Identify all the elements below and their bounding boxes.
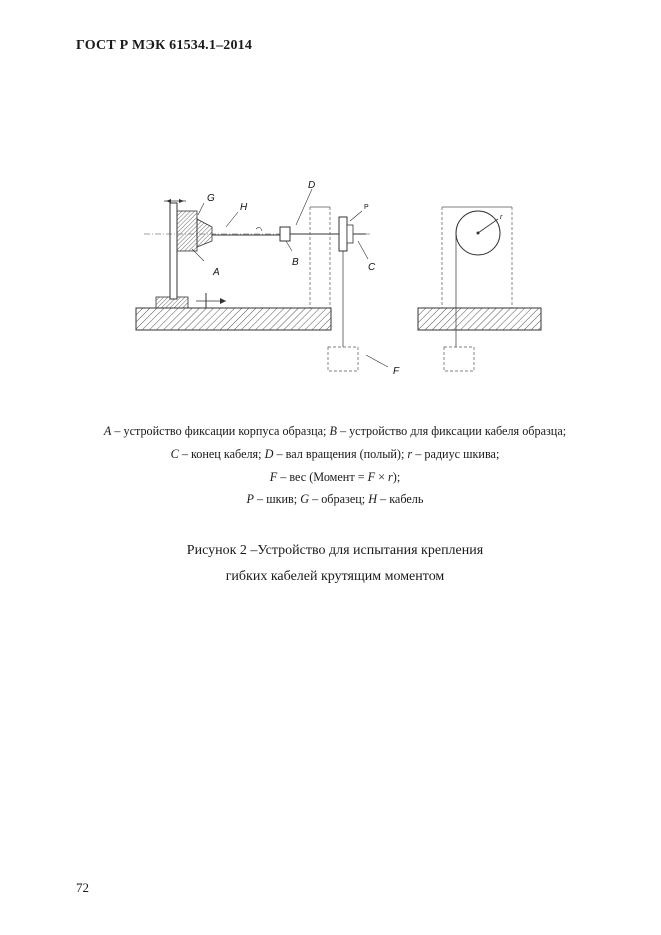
label-C: C xyxy=(368,262,376,273)
legend-symbol: P xyxy=(246,492,254,507)
legend-text: – образец; xyxy=(309,492,369,507)
document-header: ГОСТ Р МЭК 61534.1–2014 xyxy=(76,38,253,53)
base-plate-left xyxy=(136,308,331,330)
label-F: F xyxy=(393,366,400,377)
legend-symbol: B xyxy=(329,424,337,438)
legend-text: – конец кабеля; xyxy=(178,446,265,461)
legend-text: × xyxy=(375,469,389,484)
legend-symbol: C xyxy=(170,446,179,461)
weight xyxy=(328,347,358,371)
figure-caption xyxy=(40,538,630,590)
page-number: 72 xyxy=(76,880,89,895)
label-P: P xyxy=(364,204,369,211)
legend-symbol: H xyxy=(368,492,377,507)
sample xyxy=(197,219,212,247)
legend-text: – шкив; xyxy=(254,492,301,507)
legend-text: – кабель xyxy=(377,492,424,507)
legend-symbol: r xyxy=(388,469,393,484)
label-H: H xyxy=(240,202,248,213)
sample-body-clamp xyxy=(177,211,197,251)
legend-text: ); xyxy=(392,469,401,484)
label-r: r xyxy=(500,214,503,221)
legend-symbol: F xyxy=(269,469,278,484)
caption-line-2: гибких кабелей крутящим моментом xyxy=(225,569,445,584)
legend-symbol: F xyxy=(367,469,376,484)
legend-line-4 xyxy=(40,488,630,511)
figure-legend xyxy=(40,420,630,511)
legend-symbol: A xyxy=(103,424,112,438)
torque-test-apparatus-figure xyxy=(120,175,550,385)
pulley xyxy=(339,217,347,251)
vertical-post xyxy=(170,203,177,299)
legend-line-1 xyxy=(40,420,630,443)
label-B: B xyxy=(292,257,299,268)
label-D: D xyxy=(308,180,316,191)
legend-line-3 xyxy=(40,466,630,489)
label-A: A xyxy=(213,267,220,278)
legend-text: – радиус шкива; xyxy=(412,446,500,461)
legend-text: – вес (Момент = xyxy=(277,469,368,484)
legend-symbol: D xyxy=(264,446,274,461)
caption-line-1: Рисунок 2 –Устройство для испытания крепления xyxy=(186,543,484,558)
legend-symbol: r xyxy=(407,446,413,461)
legend-line-2 xyxy=(40,443,630,466)
label-G: G xyxy=(207,193,215,204)
legend-text: – вал вращения (полый); xyxy=(273,446,408,461)
base-plate-right xyxy=(418,308,541,330)
legend-text: – устройство фиксации корпуса образца; xyxy=(111,424,330,438)
legend-text: – устройство для фиксации кабеля образца; xyxy=(336,424,567,438)
legend-symbol: G xyxy=(300,492,310,507)
cable-clamp xyxy=(280,227,290,241)
